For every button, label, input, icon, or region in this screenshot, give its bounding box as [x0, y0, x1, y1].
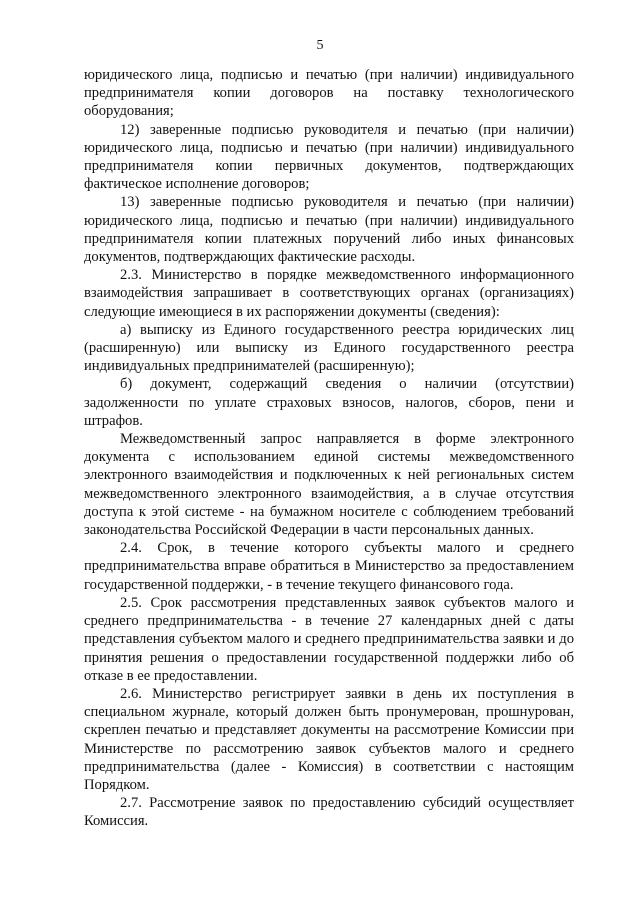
paragraph-2-5: 2.5. Срок рассмотрения представленных заявок субъектов малого и среднего предпринимательства - в течение 27 календарных дней с даты представления субъектом малого и среднего предпринимательства заявки и до принятия решения о предоставлении государственной поддержки либо об отказе в ее предоставлении.	[84, 594, 574, 684]
paragraph-item-12: 12) заверенные подписью руководителя и печатью (при наличии) юридического лица, подписью и печатью (при наличии) индивидуального предпринимателя копии первичных документов, подтверждающих фактическое исполнение договоров;	[84, 121, 574, 193]
paragraph-item-13: 13) заверенные подписью руководителя и печатью (при наличии) юридического лица, подписью и печатью (при наличии) индивидуального предпринимателя копии платежных поручений либо иных финансовых документов, подтверждающих фактические расходы.	[84, 194, 574, 266]
paragraph-item-b: б) документ, содержащий сведения о наличии (отсутствии) задолженности по уплате страховых взносов, налогов, сборов, пени и штрафов.	[84, 376, 574, 429]
paragraph-2-3: 2.3. Министерство в порядке межведомственного информационного взаимодействия запрашивает в соответствующих органах (организациях) следующие имеющиеся в их распоряжении документы (сведения):	[84, 267, 574, 320]
page-number: 5	[316, 38, 324, 53]
paragraph-item-a: а) выписку из Единого государственного реестра юридических лиц (расширенную) или выписку из Единого государственного реестра индивидуальных предпринимателей (расширенную);	[84, 321, 574, 375]
paragraph-2-6: 2.6. Министерство регистрирует заявки в день их поступления в специальном журнале, который должен быть пронумерован, прошнурован, скреплен печатью и представляет документы на рассмотрение Комиссии при Министерстве по рассмотрению заявок субъектов малого и среднего предпринимательства (далее - Комиссия) в соответствии с настоящим Порядком.	[84, 685, 574, 793]
document-body	[84, 66, 574, 831]
paragraph-2-4: 2.4. Срок, в течение которого субъекты малого и среднего предпринимательства вправе обратиться в Министерство за предоставлением государственной поддержки, - в течение текущего финансового года.	[84, 540, 574, 593]
paragraph-interagency-request: Межведомственный запрос направляется в форме электронного документа с использованием единой системы межведомственного электронного взаимодействия и подключенных к ней региональных систем межведомственного электронного взаимодействия, а в случае отсутствия доступа к этой системе - на бумажном носителе с соблюдением требований законодательства Российской Федерации в части персональных данных.	[84, 431, 574, 539]
paragraph-continuation: юридического лица, подписью и печатью (при наличии) индивидуального предпринимателя копии договоров на поставку технологического оборудования;	[84, 67, 574, 120]
paragraph-2-7: 2.7. Рассмотрение заявок по предоставлению субсидий осуществляет Комиссия.	[84, 795, 574, 830]
